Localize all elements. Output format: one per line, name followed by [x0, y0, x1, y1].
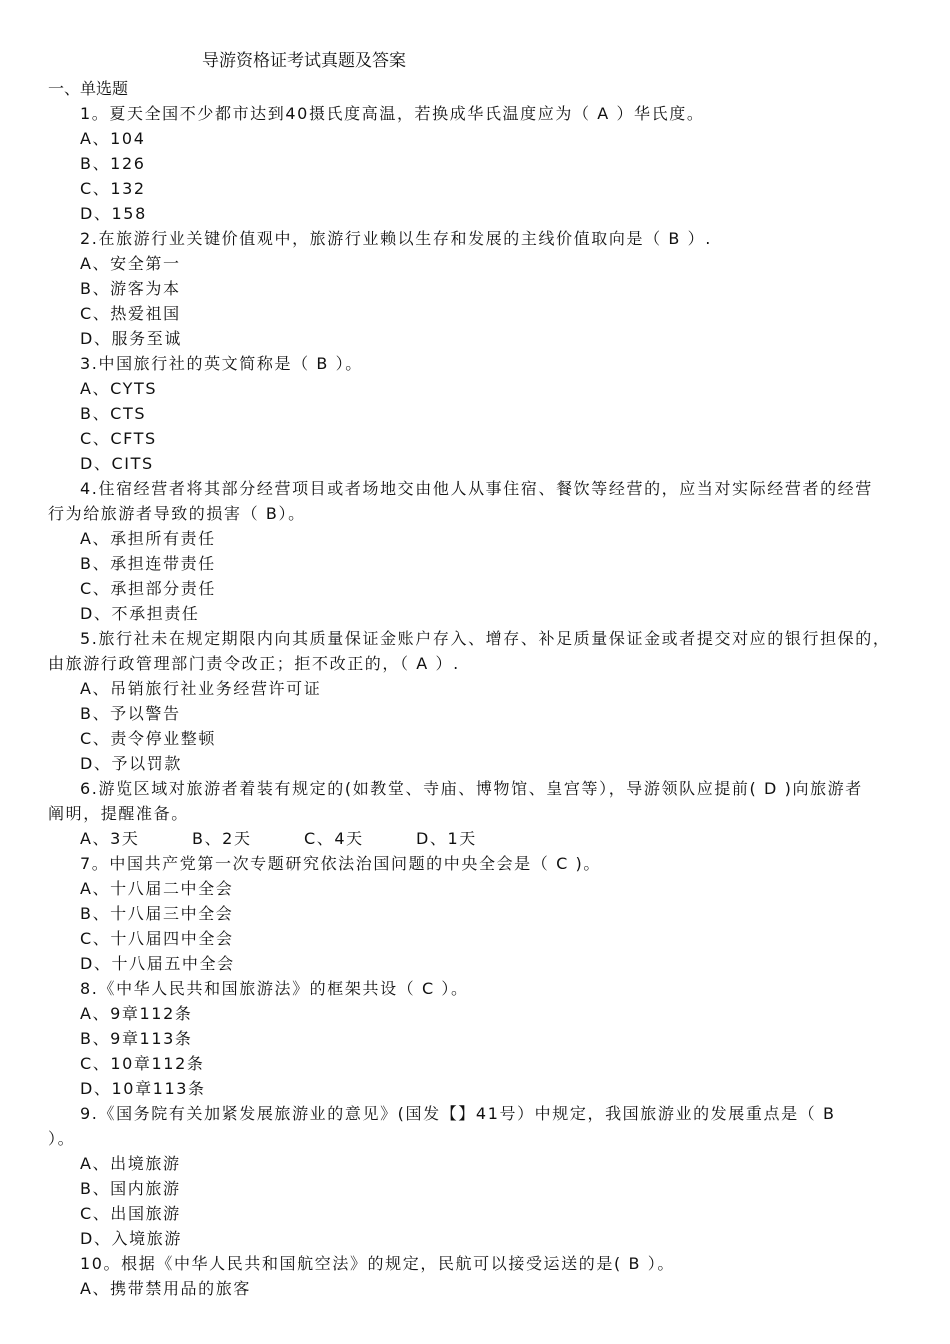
answer-option: A、十八届二中全会 — [80, 879, 234, 898]
answer-option: A、CYTS — [80, 379, 158, 398]
question-text: 6.游览区域对旅游者着装有规定的(如教堂、寺庙、博物馆、皇宫等），导游领队应提前( D )向旅游者 — [80, 779, 863, 798]
answer-option: B、予以警告 — [80, 704, 181, 723]
question-text: 5.旅行社未在规定期限内向其质量保证金账户存入、增存、补足质量保证金或者提交对应的银行担保的， — [80, 629, 891, 648]
answer-option: A、携带禁用品的旅客 — [80, 1279, 251, 1298]
question-block — [48, 1251, 910, 1301]
question-text: 4.住宿经营者将其部分经营项目或者场地交由他人从事住宿、餐饮等经营的，应当对实际经营者的经营 — [80, 479, 873, 498]
question-block — [48, 776, 910, 851]
answer-option: A、出境旅游 — [80, 1154, 181, 1173]
question-text: 1。夏天全国不少都市达到40摄氏度高温，若换成华氏温度应为（ A ）华氏度。 — [80, 104, 705, 123]
answer-option: C、CFTS — [80, 429, 157, 448]
answer-option: B、126 — [80, 154, 146, 173]
answer-option: B、2天 — [192, 829, 252, 848]
question-text-continued: 行为给旅游者导致的损害（ B）。 — [48, 504, 306, 523]
question-block — [48, 1101, 910, 1251]
question-block — [48, 101, 910, 226]
answer-option: C、132 — [80, 179, 146, 198]
answer-option: B、游客为本 — [80, 279, 181, 298]
question-text: 10。根据《中华人民共和国航空法》的规定，民航可以接受运送的是( B ）。 — [80, 1254, 675, 1273]
answer-option: B、9章113条 — [80, 1029, 193, 1048]
question-list — [48, 101, 910, 1301]
question-block — [48, 626, 910, 776]
answer-option: D、158 — [80, 204, 147, 223]
answer-option: D、1天 — [416, 829, 477, 848]
question-text-continued: ）。 — [48, 1129, 76, 1148]
answer-option: C、承担部分责任 — [80, 579, 216, 598]
answer-option: D、服务至诚 — [80, 329, 182, 348]
answer-option: A、吊销旅行社业务经营许可证 — [80, 679, 322, 698]
answer-options-inline — [48, 826, 910, 851]
answer-option: D、入境旅游 — [80, 1229, 182, 1248]
answer-option: D、予以罚款 — [80, 754, 182, 773]
answer-option: A、安全第一 — [80, 254, 181, 273]
answer-option: D、10章113条 — [80, 1079, 206, 1098]
question-block — [48, 351, 910, 476]
question-text: 9.《国务院有关加紧发展旅游业的意见》(国发【】41号）中规定，我国旅游业的发展重点是（ B — [80, 1104, 836, 1123]
question-block — [48, 476, 910, 626]
answer-option: A、9章112条 — [80, 1004, 193, 1023]
answer-option: D、十八届五中全会 — [80, 954, 235, 973]
section-heading: 一、单选题 — [48, 79, 129, 98]
answer-option: C、责令停业整顿 — [80, 729, 216, 748]
answer-option: C、10章112条 — [80, 1054, 205, 1073]
answer-option: B、CTS — [80, 404, 147, 423]
answer-option: B、国内旅游 — [80, 1179, 181, 1198]
question-text: 8.《中华人民共和国旅游法》的框架共设（ C ）。 — [80, 979, 469, 998]
answer-option: C、热爱祖国 — [80, 304, 181, 323]
question-block — [48, 976, 910, 1101]
document-title: 导游资格证考试真题及答案 — [202, 51, 406, 71]
answer-option: C、十八届四中全会 — [80, 929, 234, 948]
question-text: 2.在旅游行业关键价值观中，旅游行业赖以生存和发展的主线价值取向是（ B ）. — [80, 229, 712, 248]
answer-option: A、104 — [80, 129, 146, 148]
question-text-continued: 阐明，提醒准备。 — [48, 804, 189, 823]
question-block — [48, 851, 910, 976]
question-text: 3.中国旅行社的英文简称是（ B ）。 — [80, 354, 363, 373]
question-text: 7。中国共产党第一次专题研究依法治国问题的中央全会是（ C )。 — [80, 854, 601, 873]
answer-option: A、承担所有责任 — [80, 529, 216, 548]
answer-option: C、4天 — [304, 829, 364, 848]
question-text-continued: 由旅游行政管理部门责令改正；拒不改正的，（ A ）. — [48, 654, 460, 673]
answer-option: D、不承担责任 — [80, 604, 200, 623]
answer-option: B、十八届三中全会 — [80, 904, 234, 923]
question-block — [48, 226, 910, 351]
answer-option: B、承担连带责任 — [80, 554, 216, 573]
answer-option: D、CITS — [80, 454, 154, 473]
answer-option: A、3天 — [80, 829, 140, 848]
answer-option: C、出国旅游 — [80, 1204, 181, 1223]
